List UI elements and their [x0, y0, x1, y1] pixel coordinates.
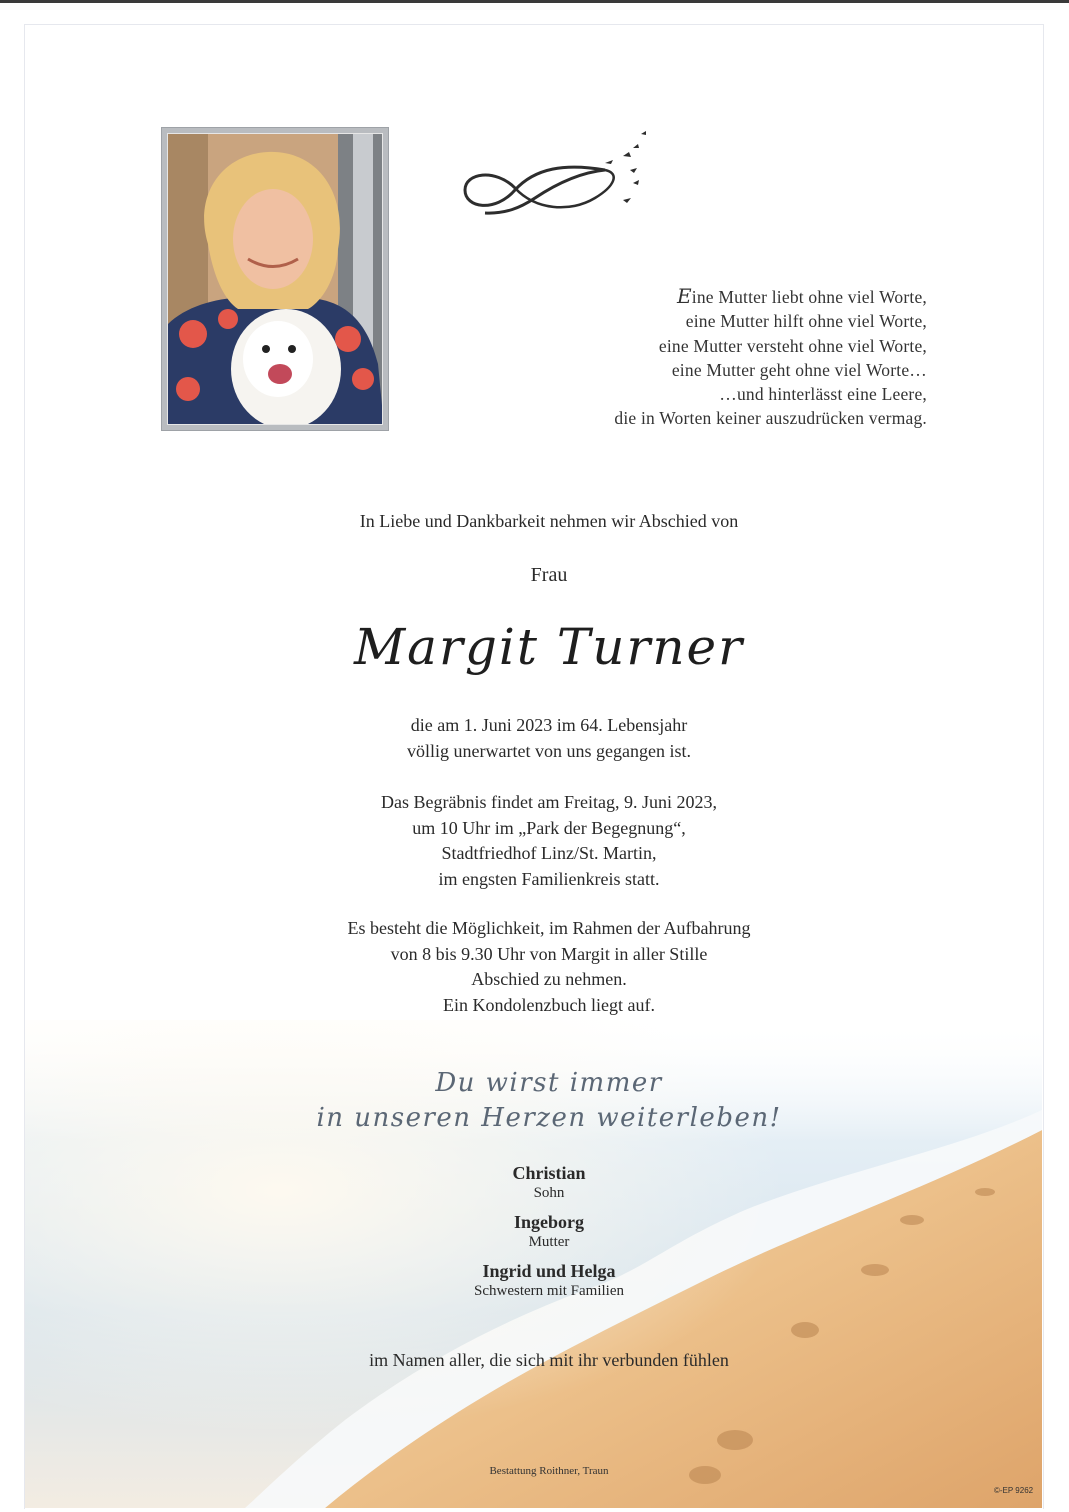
closing-text: im Namen aller, die sich mit ihr verbunden fühlen — [369, 1350, 729, 1370]
family-member-relation: Schwestern mit Familien — [474, 1283, 624, 1299]
poem-line-2: eine Mutter hilft ohne viel Worte, — [685, 311, 927, 332]
poem — [614, 284, 927, 431]
family-member-name: Christian — [512, 1163, 586, 1183]
poem-line-4: eine Mutter geht ohne viel Worte… — [671, 359, 927, 380]
motto: Du wirst immer in unseren Herzen weiterleben! — [316, 1068, 782, 1133]
family-member — [0, 1260, 1069, 1300]
poem-line-6: die in Worten keiner auszudrücken vermag. — [614, 408, 927, 429]
poem-line-3: eine Mutter versteht ohne viel Worte, — [658, 335, 927, 356]
poem-initial: E — [676, 284, 692, 308]
top-edge-line — [0, 0, 1069, 3]
death-notice: die am 1. Juni 2023 im 64. Lebensjahr völlig unerwartet von uns gegangen ist. — [407, 715, 691, 761]
undertaker-name: Bestattung Roithner, Traun — [489, 1465, 609, 1477]
intro-text: In Liebe und Dankbarkeit nehmen wir Abschied von — [359, 511, 739, 531]
infinity-birds-icon — [455, 128, 665, 223]
poem-line-5: …und hinterlässt eine Leere, — [719, 384, 927, 405]
salutation: Frau — [530, 564, 568, 586]
family-member — [0, 1162, 1069, 1202]
family-list — [0, 1162, 1069, 1309]
funeral-info: Das Begräbnis findet am Freitag, 9. Juni 2023, um 10 Uhr im „Park der Begegnung“, Stadtfriedhof Linz/St. Martin, im engsten Familienkreis statt. — [381, 792, 717, 889]
poem-line-1: Eine Mutter liebt ohne viel Worte, — [676, 284, 927, 308]
viewing-info: Es besteht die Möglichkeit, im Rahmen der Aufbahrung von 8 bis 9.30 Uhr von Margit in aller Stille Abschied zu nehmen. Ein Kondolenzbuch liegt auf. — [347, 918, 751, 1015]
family-member-name: Ingrid und Helga — [482, 1261, 616, 1281]
family-member-name: Ingeborg — [513, 1212, 584, 1232]
deceased-name: Margit Turner — [353, 618, 745, 676]
template-code: ©-EP 9262 — [994, 1486, 1034, 1495]
portrait-photo — [167, 133, 383, 425]
portrait-photo-frame — [161, 127, 389, 431]
family-member-relation: Mutter — [528, 1234, 570, 1250]
family-member — [0, 1211, 1069, 1251]
family-member-relation: Sohn — [533, 1185, 565, 1201]
